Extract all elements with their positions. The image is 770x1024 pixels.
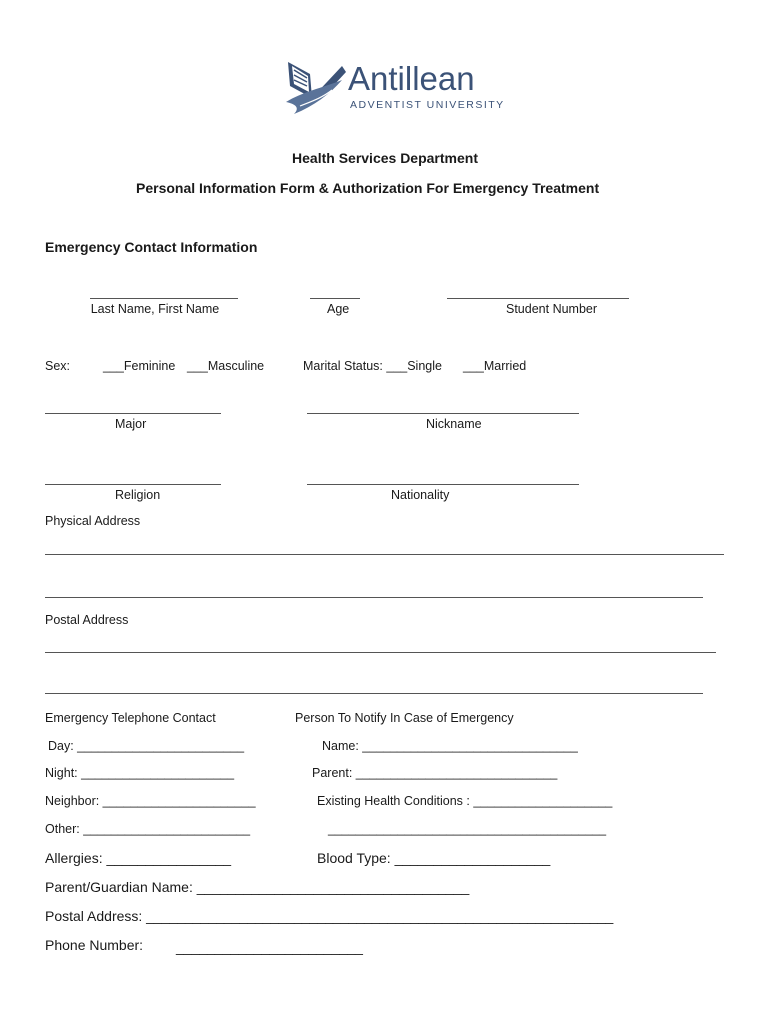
night-phone-field[interactable]: Night: ______________________ bbox=[45, 766, 235, 780]
nickname-label: Nickname bbox=[426, 417, 482, 431]
postal-address-line-1[interactable] bbox=[45, 652, 716, 653]
student-number-label: Student Number bbox=[506, 302, 598, 316]
masculine-option[interactable]: ___Masculine bbox=[187, 359, 265, 373]
student-number-line[interactable] bbox=[447, 298, 629, 299]
phone-number-blank[interactable]: ________________________ bbox=[176, 939, 363, 955]
nationality-label: Nationality bbox=[391, 488, 450, 502]
last-first-label: Last Name, First Name bbox=[90, 302, 220, 316]
logo-subtitle: ADVENTIST UNIVERSITY bbox=[350, 99, 505, 111]
major-line[interactable] bbox=[45, 413, 221, 414]
parent-field[interactable]: Parent: _____________________________ bbox=[312, 766, 558, 780]
nationality-line[interactable] bbox=[307, 484, 579, 485]
blood-type-field[interactable]: Blood Type: ____________________ bbox=[317, 850, 551, 866]
age-line[interactable] bbox=[310, 298, 360, 299]
notify-name-field[interactable]: Name: _______________________________ bbox=[322, 739, 578, 753]
logo-name: Antillean bbox=[348, 60, 475, 97]
day-phone-field[interactable]: Day: ________________________ bbox=[48, 739, 245, 753]
nickname-line[interactable] bbox=[307, 413, 579, 414]
other-phone-field[interactable]: Other: ________________________ bbox=[45, 822, 251, 836]
last-name-line[interactable] bbox=[90, 298, 238, 299]
age-label: Age bbox=[327, 302, 350, 316]
feminine-option[interactable]: ___Feminine bbox=[103, 359, 176, 373]
person-notify-heading: Person To Notify In Case of Emergency bbox=[295, 711, 514, 725]
emergency-phone-heading: Emergency Telephone Contact bbox=[45, 711, 216, 725]
guardian-postal-field[interactable]: Postal Address: ____________________________________________________________ bbox=[45, 908, 614, 924]
married-option[interactable]: ___Married bbox=[463, 359, 527, 373]
book-bird-icon bbox=[282, 58, 348, 116]
section-title: Emergency Contact Information bbox=[45, 239, 258, 255]
department-title: Health Services Department bbox=[292, 150, 478, 166]
sex-label: Sex: bbox=[45, 359, 71, 373]
postal-address-line-2[interactable] bbox=[45, 693, 703, 694]
neighbor-phone-field[interactable]: Neighbor: ______________________ bbox=[45, 794, 256, 808]
guardian-name-field[interactable]: Parent/Guardian Name: ___________________________________ bbox=[45, 879, 470, 895]
religion-label: Religion bbox=[115, 488, 161, 502]
physical-address-label: Physical Address bbox=[45, 514, 141, 528]
major-label: Major bbox=[115, 417, 147, 431]
physical-address-line-1[interactable] bbox=[45, 554, 724, 555]
form-title: Personal Information Form & Authorization For Emergency Treatment bbox=[136, 180, 600, 196]
existing-conditions-extra-line[interactable]: ________________________________________ bbox=[328, 822, 607, 836]
physical-address-line-2[interactable] bbox=[45, 597, 703, 598]
phone-number-label: Phone Number: bbox=[45, 937, 144, 953]
university-logo bbox=[282, 58, 505, 120]
marital-status-single[interactable]: Marital Status: ___Single bbox=[303, 359, 442, 373]
postal-address-label: Postal Address bbox=[45, 613, 129, 627]
religion-line[interactable] bbox=[45, 484, 221, 485]
allergies-field[interactable]: Allergies: ________________ bbox=[45, 850, 232, 866]
existing-conditions-field[interactable]: Existing Health Conditions : ____________________ bbox=[317, 794, 613, 808]
